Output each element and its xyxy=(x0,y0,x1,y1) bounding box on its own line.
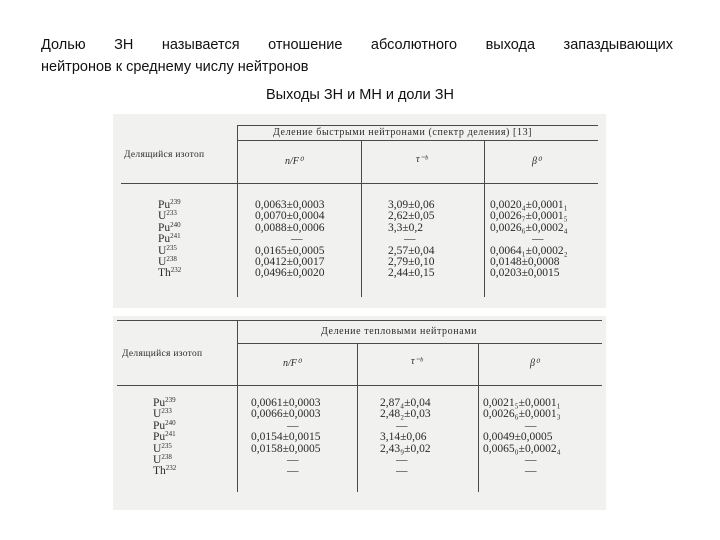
table-rule xyxy=(357,343,358,492)
tau-column xyxy=(388,200,435,280)
intro-paragraph xyxy=(41,34,673,78)
isotope-name: U xyxy=(158,210,167,223)
table-cell: 0,0026₆±0,0001₃ xyxy=(483,408,561,421)
table-rule xyxy=(484,140,485,297)
table-cell: 0,0412±0,0017 xyxy=(255,256,325,269)
table-cell: — xyxy=(396,454,408,467)
table-cell: 0,0158±0,0005 xyxy=(251,442,321,455)
table-cell: — xyxy=(287,419,299,432)
table-rule xyxy=(237,125,598,126)
table-cell: — xyxy=(532,233,544,246)
table-cell: 0,0065₀±0,0002₄ xyxy=(483,442,561,455)
isotope-name: Pu xyxy=(153,397,166,409)
isotope-name: Pu xyxy=(158,221,171,234)
table-cell: 0,0154±0,0015 xyxy=(251,431,321,444)
isotope-name: Th xyxy=(153,465,166,478)
table-cell: 0,0049±0,0005 xyxy=(483,431,553,444)
table-cell: 0,0020₄±0,0001₁ xyxy=(490,199,568,211)
table-rule xyxy=(117,320,602,321)
col-header-tau: τ⁻ᵇ xyxy=(416,154,428,165)
intro-line-1: Долью ЗН называется отношение абсолютного выхода запаздывающих xyxy=(41,37,673,53)
table-cell: 0,0148±0,0008 xyxy=(490,256,560,269)
isotope-name: U xyxy=(158,244,167,257)
table-rule xyxy=(361,140,362,297)
table-cell: 3,09±0,06 xyxy=(388,199,435,211)
isotope-name: Pu xyxy=(158,199,171,211)
isotope-mass: 241 xyxy=(170,232,181,241)
beta-column xyxy=(483,398,561,478)
col-header-yield: n/F⁰ xyxy=(285,156,303,167)
table-rule xyxy=(237,343,602,344)
isotope-name: Pu xyxy=(153,419,166,432)
isotope-name: Pu xyxy=(153,431,166,444)
table-cell: 0,0088±0,0006 xyxy=(255,221,325,234)
isotope-mass: 238 xyxy=(166,255,177,264)
table-cell: — xyxy=(287,454,299,467)
col-header-beta: β⁰ xyxy=(532,156,541,167)
table-cell: — xyxy=(396,465,408,478)
isotope-mass: 233 xyxy=(161,407,172,416)
table-cell: 2,62±0,05 xyxy=(388,210,435,223)
isotope-mass: 241 xyxy=(165,430,176,439)
isotope-mass: 232 xyxy=(165,464,177,473)
table-cell: 0,0021₅±0,0001₁ xyxy=(483,397,561,409)
table-rule xyxy=(237,320,238,492)
table-rule xyxy=(237,125,238,297)
table-cell: 2,79±0,10 xyxy=(388,256,435,269)
isotope-mass: 238 xyxy=(161,453,172,462)
isotope-column xyxy=(158,200,181,280)
table-cell: — xyxy=(525,465,537,478)
isotope-cell xyxy=(158,268,181,279)
table-cell: 3,3±0,2 xyxy=(388,221,424,234)
section-subtitle: Выходы ЗН и МН и доли ЗН xyxy=(266,87,454,103)
yield-column xyxy=(251,398,321,478)
isotope-header: Делящийся изотоп xyxy=(122,349,203,359)
table-cell: — xyxy=(404,233,416,246)
isotope-cell xyxy=(153,466,176,477)
isotope-mass: 240 xyxy=(165,418,176,427)
isotope-mass: 232 xyxy=(170,266,182,275)
isotope-mass: 240 xyxy=(170,220,181,229)
table-rule xyxy=(121,183,598,184)
table-cell: 0,0203±0,0015 xyxy=(490,267,560,280)
table-cell: 2,43₉±0,02 xyxy=(380,442,431,455)
table-cell: 0,0063±0,0003 xyxy=(255,199,325,211)
isotope-mass: 239 xyxy=(170,198,181,206)
col-header-yield: n/F⁰ xyxy=(283,358,301,369)
yield-column xyxy=(255,200,325,280)
isotope-header: Делящийся изотоп xyxy=(124,150,205,160)
group-header: Деление быстрыми нейтронами (спектр деления) [13] xyxy=(273,127,533,138)
intro-line-2: нейтронов к среднему числу нейтронов xyxy=(41,59,309,75)
table-cell: — xyxy=(291,233,303,246)
thermal-fission-table xyxy=(113,316,606,510)
table-cell: 0,0026₆±0,0002₄ xyxy=(490,221,568,234)
table-cell: — xyxy=(525,454,537,467)
isotope-name: U xyxy=(153,442,162,455)
table-cell: 0,0070±0,0004 xyxy=(255,210,325,223)
table-cell: 2,48₂±0,03 xyxy=(380,408,431,421)
isotope-mass: 239 xyxy=(165,396,176,404)
isotope-mass: 235 xyxy=(166,243,177,252)
table-rule xyxy=(478,343,479,492)
group-header: Деление тепловыми нейтронами xyxy=(321,326,478,337)
isotope-column xyxy=(153,398,176,478)
isotope-name: Th xyxy=(158,267,171,280)
tau-column xyxy=(380,398,431,478)
table-cell: 3,14±0,06 xyxy=(380,431,427,444)
table-rule xyxy=(117,385,602,386)
isotope-name: U xyxy=(158,256,167,269)
beta-column xyxy=(490,200,568,280)
isotope-name: U xyxy=(153,454,162,467)
table-cell: 2,57±0,04 xyxy=(388,244,435,257)
isotope-name: Pu xyxy=(158,233,171,246)
isotope-mass: 233 xyxy=(166,209,177,218)
col-header-beta: β⁰ xyxy=(530,358,539,369)
table-cell: — xyxy=(525,419,537,432)
col-header-tau: τ⁻ᵇ xyxy=(411,356,423,367)
table-cell: 0,0061±0,0003 xyxy=(251,397,321,409)
table-cell: 0,0064₁±0,0002₂ xyxy=(490,244,568,257)
table-cell: 2,87₄±0,04 xyxy=(380,397,431,409)
thermal-fission-table-image xyxy=(113,316,606,510)
table-cell: 0,0026₇±0,0001₅ xyxy=(490,210,568,223)
table-cell: 0,0165±0,0005 xyxy=(255,244,325,257)
isotope-mass: 235 xyxy=(161,441,172,450)
table-cell: — xyxy=(287,465,299,478)
table-cell: 2,44±0,15 xyxy=(388,267,435,280)
fast-fission-table xyxy=(113,114,606,308)
table-cell: — xyxy=(396,419,408,432)
table-rule xyxy=(237,140,598,141)
table-cell: 0,0496±0,0020 xyxy=(255,267,325,280)
fast-fission-table-image xyxy=(113,114,606,308)
table-cell: 0,0066±0,0003 xyxy=(251,408,321,421)
isotope-name: U xyxy=(153,408,162,421)
